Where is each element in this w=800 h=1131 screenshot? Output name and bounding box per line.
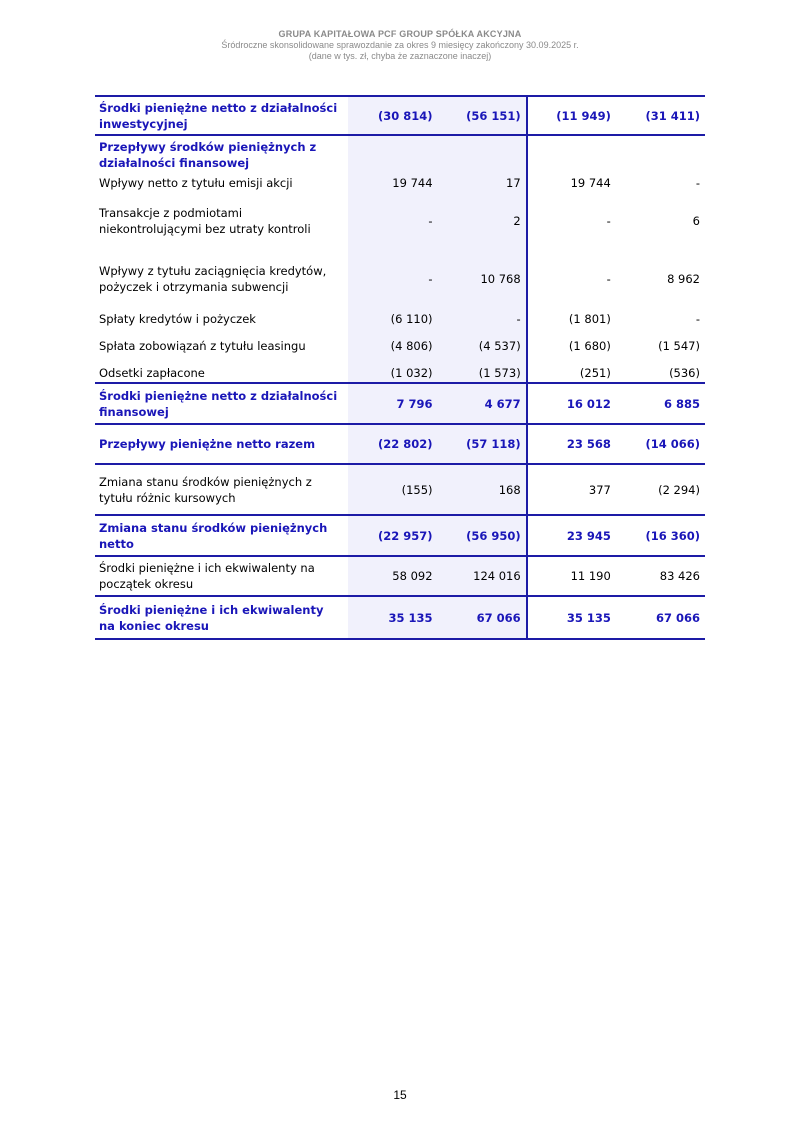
value-cell: - (695, 176, 700, 190)
value-cell: (155) (348, 464, 437, 515)
value-cell: 35 135 (527, 596, 616, 639)
value-cell: 4 677 (438, 383, 527, 424)
value-cell: 35 135 (348, 596, 437, 639)
row-label: Środki pieniężne netto z działalności finansowej (95, 383, 348, 424)
row-label: Wpływy z tytułu zaciągnięcia kredytów, pożyczek i otrzymania subwencji (99, 264, 327, 294)
value-cell: 23 568 (527, 424, 616, 464)
value-cell (616, 135, 705, 173)
row-label: Środki pieniężne i ich ekwiwalenty na początek okresu (99, 561, 315, 591)
value-cell: 124 016 (438, 556, 527, 596)
table-row (95, 135, 705, 173)
value-cell (438, 135, 527, 173)
value-cell: (11 949) (527, 96, 616, 135)
value-cell: (6 110) (348, 309, 437, 328)
value-cell: (31 411) (616, 96, 705, 135)
value-cell: (1 680) (568, 339, 611, 353)
value-cell: (30 814) (348, 96, 437, 135)
value-cell: 6 885 (616, 383, 705, 424)
table-row (95, 464, 705, 515)
value-cell: 8 962 (667, 272, 700, 286)
value-cell (527, 135, 616, 173)
row-label: Zmiana stanu środków pieniężnych z tytułu różnic kursowych (99, 474, 312, 505)
value-cell: 67 066 (616, 596, 705, 639)
value-cell: 19 744 (348, 173, 437, 193)
table-row (95, 383, 705, 424)
value-cell: - (606, 214, 611, 228)
value-cell: 83 426 (659, 569, 700, 583)
value-cell: 23 945 (527, 515, 616, 556)
value-cell: 11 190 (570, 569, 611, 583)
table-row (95, 328, 705, 364)
value-cell: 7 796 (348, 383, 437, 424)
row-label: Spłata zobowiązań z tytułu leasingu (99, 339, 306, 353)
value-cell: 67 066 (438, 596, 527, 639)
table-row (95, 193, 705, 249)
value-cell: (22 957) (348, 515, 437, 556)
value-cell: (4 537) (438, 328, 527, 364)
row-label: Spłaty kredytów i pożyczek (99, 311, 256, 326)
value-cell: - (348, 249, 437, 309)
table-row (95, 173, 705, 193)
value-cell: 2 (438, 193, 527, 249)
value-cell: 168 (438, 464, 527, 515)
row-label: Wpływy netto z tytułu emisji akcji (99, 176, 293, 190)
value-cell: (1 032) (348, 364, 437, 383)
row-label: Przepływy pieniężne netto razem (95, 424, 348, 464)
value-cell: (57 118) (438, 424, 527, 464)
value-cell: 17 (438, 173, 527, 193)
value-cell: - (348, 193, 437, 249)
cash-flow-table (95, 95, 705, 640)
value-cell: 19 744 (570, 176, 611, 190)
row-label: Zmiana stanu środków pieniężnych netto (95, 515, 348, 556)
units-note: (dane w tys. zł, chyba że zaznaczone inaczej) (308, 51, 492, 61)
row-label: Odsetki zapłacone (99, 366, 205, 380)
row-label: Transakcje z podmiotami niekontrolującymi bez utraty kontroli (99, 206, 311, 236)
page-header (0, 29, 800, 62)
value-cell: (251) (579, 366, 611, 380)
value-cell: (16 360) (616, 515, 705, 556)
value-cell: (4 806) (348, 328, 437, 364)
table-row (95, 424, 705, 464)
value-cell: (2 294) (658, 482, 700, 497)
value-cell: 58 092 (348, 556, 437, 596)
value-cell: (56 950) (438, 515, 527, 556)
table-row (95, 309, 705, 328)
value-cell: (1 573) (438, 364, 527, 383)
table-row (95, 556, 705, 596)
value-cell: (1 801) (568, 311, 611, 326)
value-cell: (536) (669, 366, 700, 380)
company-name: GRUPA KAPITAŁOWA PCF GROUP SPÓŁKA AKCYJNA (278, 29, 522, 39)
value-cell: (56 151) (438, 96, 527, 135)
value-cell: (1 547) (658, 339, 700, 353)
table-row (95, 96, 705, 135)
value-cell: - (695, 311, 700, 326)
page-number: 15 (393, 1088, 407, 1102)
value-cell: 377 (588, 482, 611, 497)
value-cell: 6 (692, 214, 700, 228)
table-row (95, 596, 705, 639)
table-row (95, 515, 705, 556)
table-row (95, 364, 705, 383)
value-cell (348, 135, 437, 173)
table-row (95, 249, 705, 309)
value-cell: (14 066) (616, 424, 705, 464)
value-cell: 10 768 (438, 249, 527, 309)
row-label: Środki pieniężne i ich ekwiwalenty na koniec okresu (95, 596, 348, 639)
value-cell: 16 012 (527, 383, 616, 424)
report-subtitle: Śródroczne skonsolidowane sprawozdanie za okres 9 miesięcy zakończony 30.09.2025 r. (221, 40, 579, 50)
value-cell: (22 802) (348, 424, 437, 464)
value-cell: - (606, 272, 611, 286)
row-label: Środki pieniężne netto z działalności inwestycyjnej (95, 96, 348, 135)
value-cell: - (438, 309, 527, 328)
section-heading: Przepływy środków pieniężnych z działalności finansowej (99, 139, 317, 170)
